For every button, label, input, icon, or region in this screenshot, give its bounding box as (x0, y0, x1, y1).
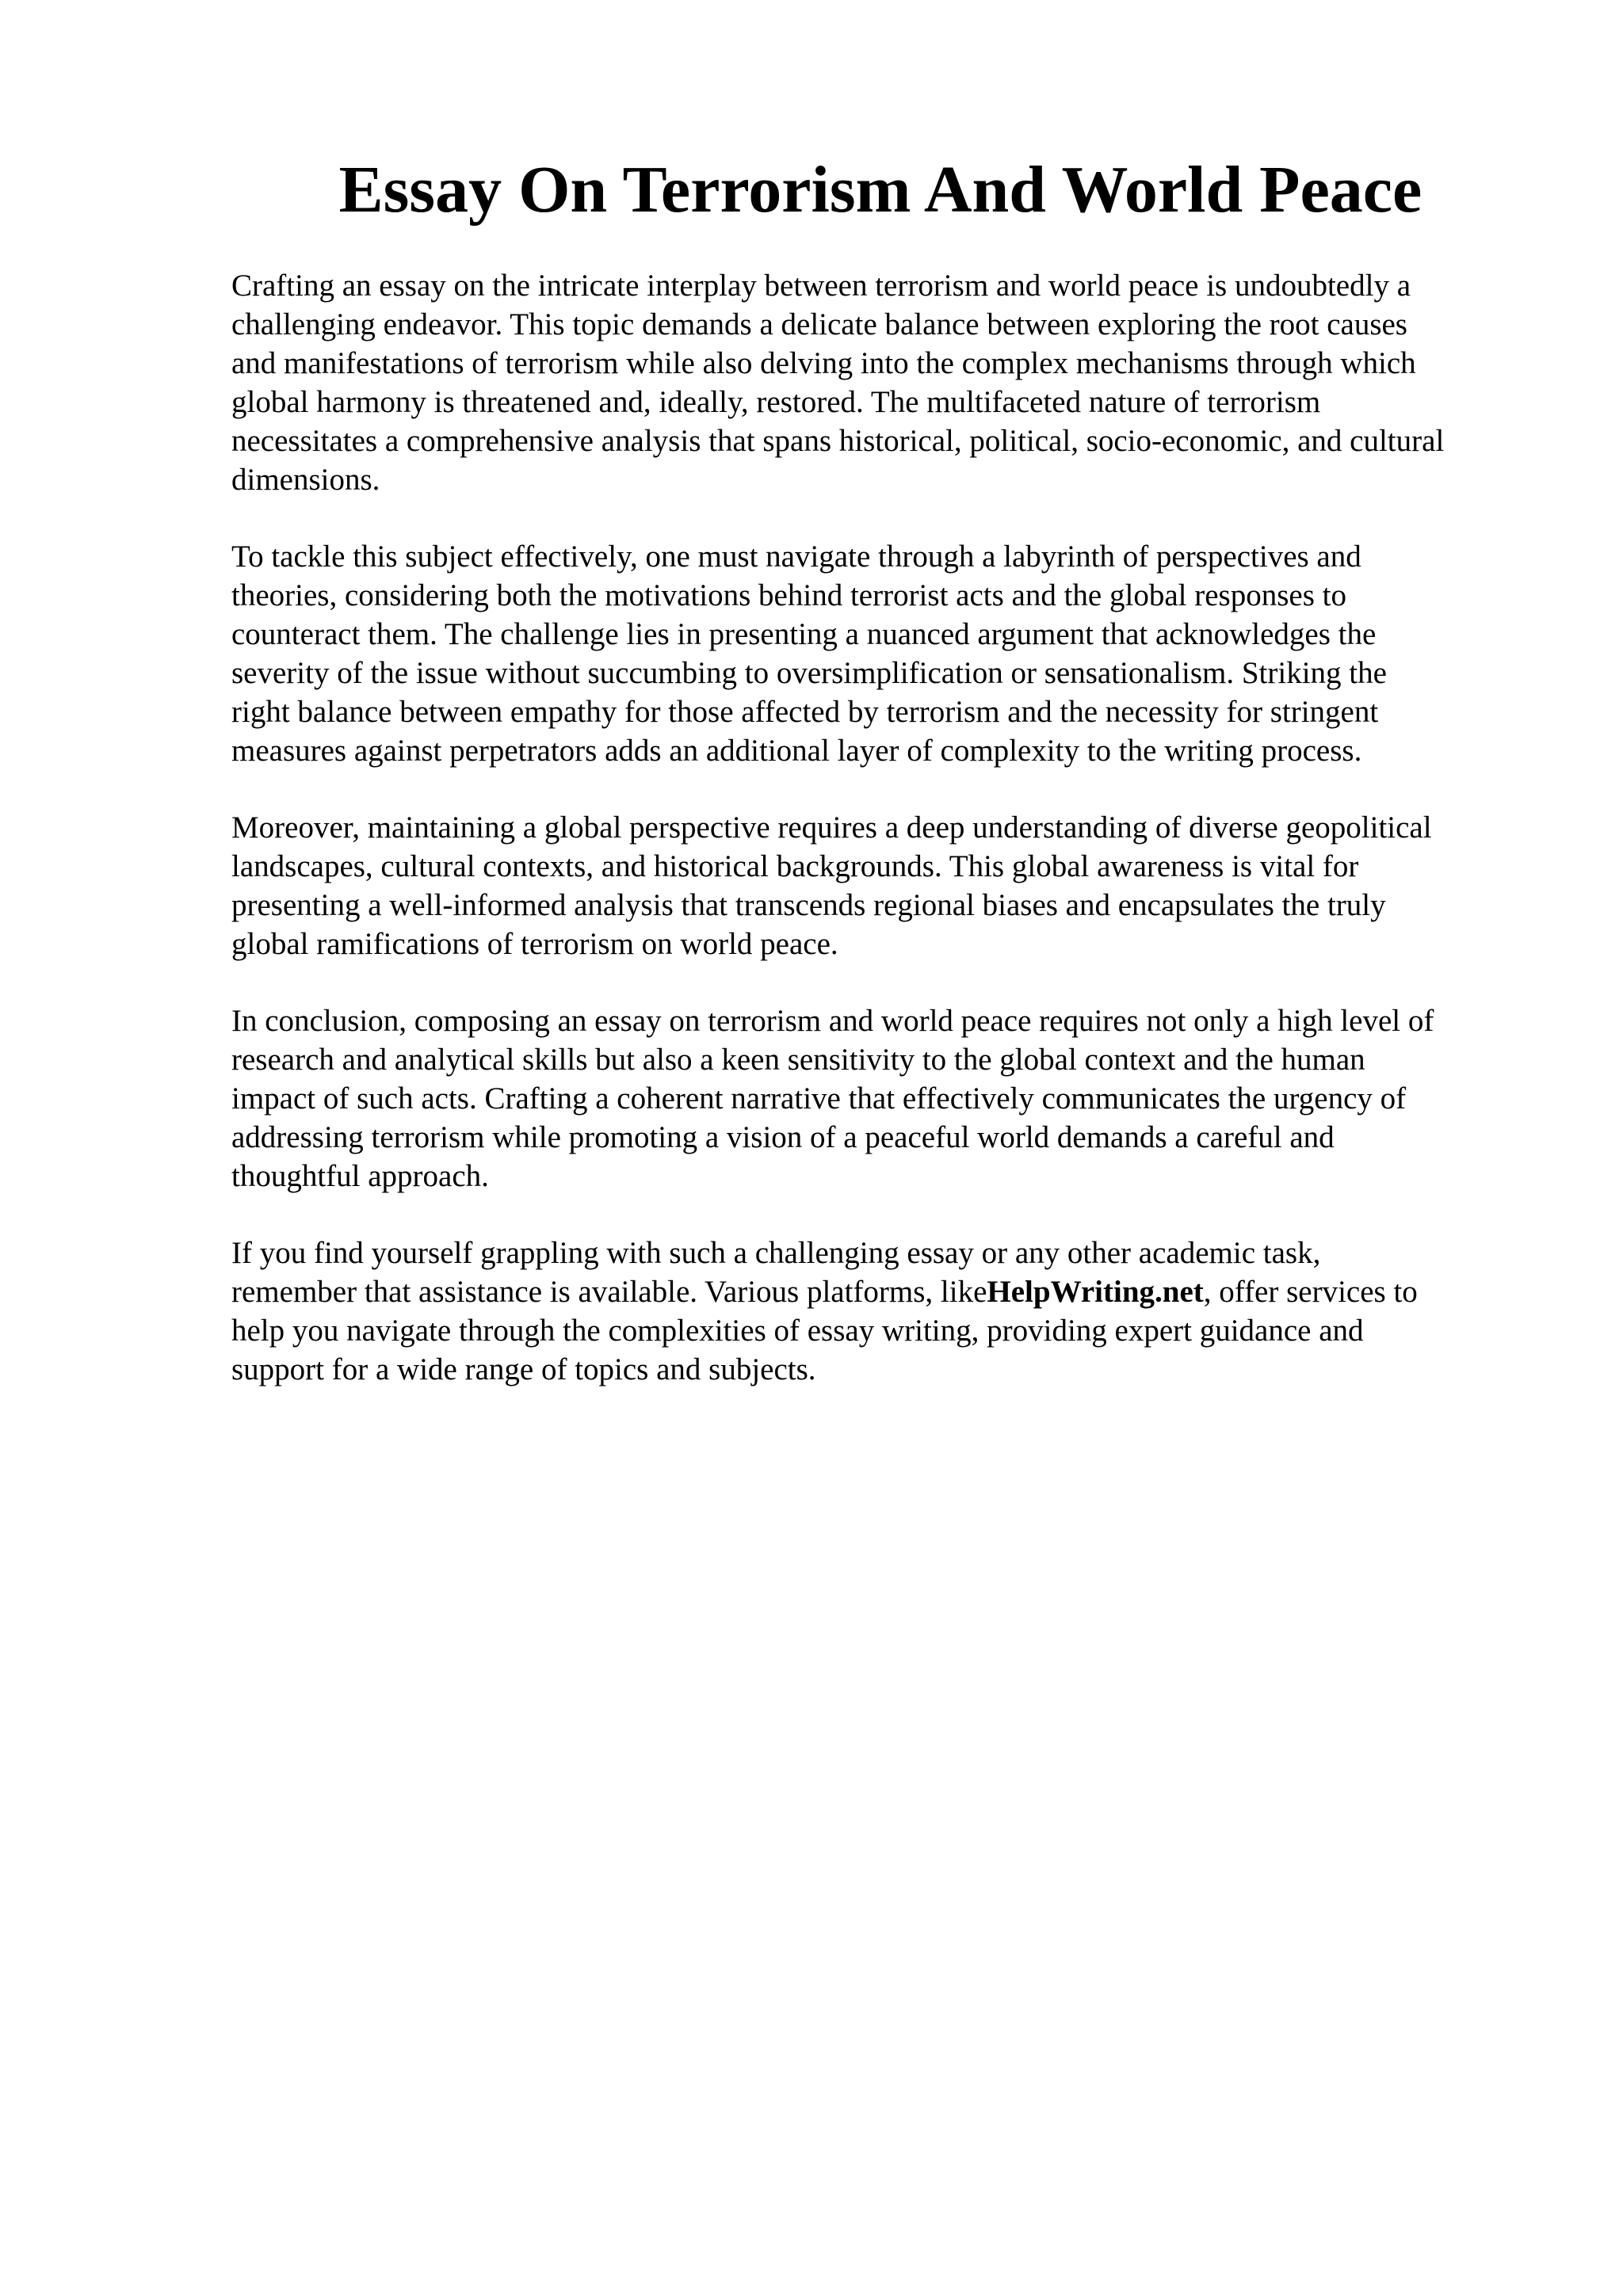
text-line: global harmony is threatened and, ideally, restored. The multifaceted nature of terrorism (231, 385, 1321, 419)
text-line: and manifestations of terrorism while also delving into the complex mechanisms through which (231, 346, 1416, 380)
text-line: research and analytical skills but also a keen sensitivity to the global context and the human (231, 1043, 1365, 1077)
text-line: necessitates a comprehensive analysis that spans historical, political, socio-economic, and cultural (231, 424, 1445, 458)
text-line: challenging endeavor. This topic demands a delicate balance between exploring the root causes (231, 307, 1407, 341)
text-line: support for a wide range of topics and subjects. (231, 1352, 816, 1386)
paragraph-4 (231, 1001, 1531, 1196)
text-line: counteract them. The challenge lies in presenting a nuanced argument that acknowledges the (231, 617, 1377, 651)
text-line: thoughtful approach. (231, 1159, 489, 1193)
paragraph-1 (231, 266, 1531, 499)
text-segment: , offer services to (1203, 1275, 1418, 1309)
text-line: presenting a well-informed analysis that transcends regional biases and encapsulates the truly (231, 888, 1386, 922)
text-line: severity of the issue without succumbing to oversimplification or sensationalism. Striking the (231, 656, 1387, 690)
essay-body (231, 266, 1531, 1427)
page-title: Essay On Terrorism And World Peace (338, 153, 1423, 227)
paragraph-3 (231, 808, 1531, 963)
text-line: To tackle this subject effectively, one must navigate through a labyrinth of perspectives and (231, 540, 1361, 574)
text-line: In conclusion, composing an essay on terrorism and world peace requires not only a high level of (231, 1004, 1434, 1038)
text-line: Moreover, maintaining a global perspective requires a deep understanding of diverse geopolitical (231, 810, 1432, 845)
text-line-with-link (231, 1272, 1531, 1311)
paragraph-5 (231, 1234, 1531, 1389)
text-line: If you find yourself grappling with such a challenging essay or any other academic task, (231, 1236, 1321, 1270)
text-line: addressing terrorism while promoting a vision of a peaceful world demands a careful and (231, 1120, 1335, 1154)
text-line: dimensions. (231, 463, 380, 497)
paragraph-2 (231, 537, 1531, 770)
text-line: impact of such acts. Crafting a coherent narrative that effectively communicates the urgency of (231, 1081, 1407, 1116)
text-line: Crafting an essay on the intricate interplay between terrorism and world peace is undoubtedly a (231, 269, 1411, 303)
text-line: theories, considering both the motivations behind terrorist acts and the global responses to (231, 578, 1346, 612)
text-line: help you navigate through the complexities of essay writing, providing expert guidance and (231, 1314, 1364, 1348)
text-segment: remember that assistance is available. Various platforms, like (231, 1275, 987, 1309)
text-line: landscapes, cultural contexts, and historical backgrounds. This global awareness is vital for (231, 849, 1359, 883)
text-line: global ramifications of terrorism on world peace. (231, 927, 838, 961)
brand-link[interactable]: HelpWriting.net (987, 1275, 1204, 1309)
text-line: right balance between empathy for those affected by terrorism and the necessity for stringent (231, 695, 1379, 729)
text-line: measures against perpetrators adds an additional layer of complexity to the writing process. (231, 734, 1362, 768)
